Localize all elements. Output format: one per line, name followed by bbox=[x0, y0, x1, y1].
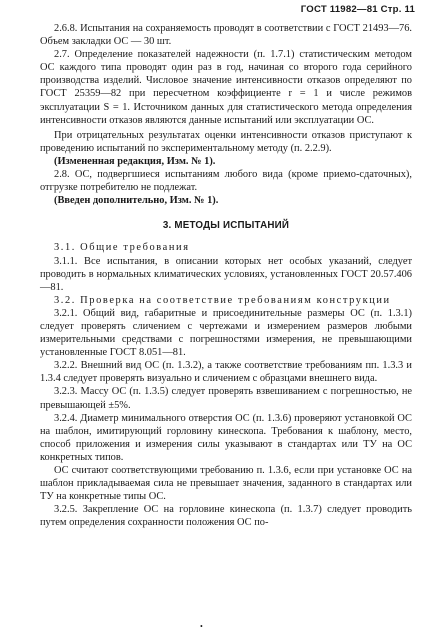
footer-mark: • bbox=[200, 622, 203, 631]
paragraph: 2.6.8. Испытания на сохраняемость проводят в соответствии с ГОСТ 21493—76. Объем закладки ОС — 30 шт. bbox=[40, 23, 412, 48]
paragraph: 3.2.2. Внешний вид ОС (п. 1.3.2), а также соответствие требованиям пп. 1.3.3 и 1.3.4 следует проверять визуально и сличением с образцами внешнего вида. bbox=[40, 360, 412, 385]
page-header: ГОСТ 11982—81 Стр. 11 bbox=[300, 4, 415, 15]
paragraph: 2.8. ОС, подвергшиеся испытаниям любого вида (кроме приемо-сдаточных), отгрузке потребителю не подлежат. bbox=[40, 169, 412, 194]
paragraph: 3.2.4. Диаметр минимального отверстия ОС (п. 1.3.6) проверяют установкой ОС на шаблон, имитирующий горловину кинескопа. Требования к шаблону, место, способ приложения и измерения силы указывают в стандартах или ТУ на ОС конкретных типов. bbox=[40, 412, 412, 463]
amendment-note: (Измененная редакция, Изм. № 1). bbox=[54, 155, 216, 167]
section-title: 3. МЕТОДЫ ИСПЫТАНИЙ bbox=[162, 220, 290, 232]
paragraph: При отрицательных результатах оценки интенсивности отказов приступают к проведению испытаний по экспериментальному методу (п. 2.2.9). bbox=[40, 129, 412, 154]
document-body bbox=[40, 22, 412, 529]
paragraph: 2.7. Определение показателей надежности (п. 1.7.1) статистическим методом ОС каждого типа проводят один раз в год, начиная со второго года серийного производства изделий. Числовое значение интенсивности отказов определяют по ГОСТ 25359—82 при пересчетном коэффициенте r = 1 и числе режимов эксплуатации S = 1. Источником данных для статистического метода определения интенсивности отказов являются данные испытаний или эксплуатации ОС. bbox=[40, 49, 412, 126]
paragraph: 3.1.1. Все испытания, в описании которых нет особых указаний, следует проводить в нормальных климатических условиях, установленных ГОСТ 20.57.406—81. bbox=[40, 255, 412, 293]
paragraph: 3.2.3. Массу ОС (п. 1.3.5) следует проверять взвешиванием с погрешностью, не превышающей ±5%. bbox=[40, 386, 412, 411]
subsection-heading: 3.2. Проверка на соответствие требованиям конструкции bbox=[54, 294, 391, 306]
subsection-heading: 3.1. Общие требования bbox=[54, 242, 190, 254]
paragraph: ОС считают соответствующими требованию п. 1.3.6, если при установке ОС на шаблон прикладываемая сила не превышает значения, заданного в стандартах или ТУ на конкретные типы ОС. bbox=[40, 465, 412, 503]
amendment-note: (Введен дополнительно, Изм. № 1). bbox=[54, 195, 219, 207]
paragraph: 3.2.1. Общий вид, габаритные и присоединительные размеры ОС (п. 1.3.1) следует проверять сличением с чертежами и измерением размеров любыми измерительными средствами с погрешностями измерения, не превышающими установленные ГОСТ 8.051—81. bbox=[40, 307, 412, 359]
paragraph: 3.2.5. Закрепление ОС на горловине кинескопа (п. 1.3.7) следует проводить путем определения сохранности положения ОС по- bbox=[40, 504, 412, 529]
